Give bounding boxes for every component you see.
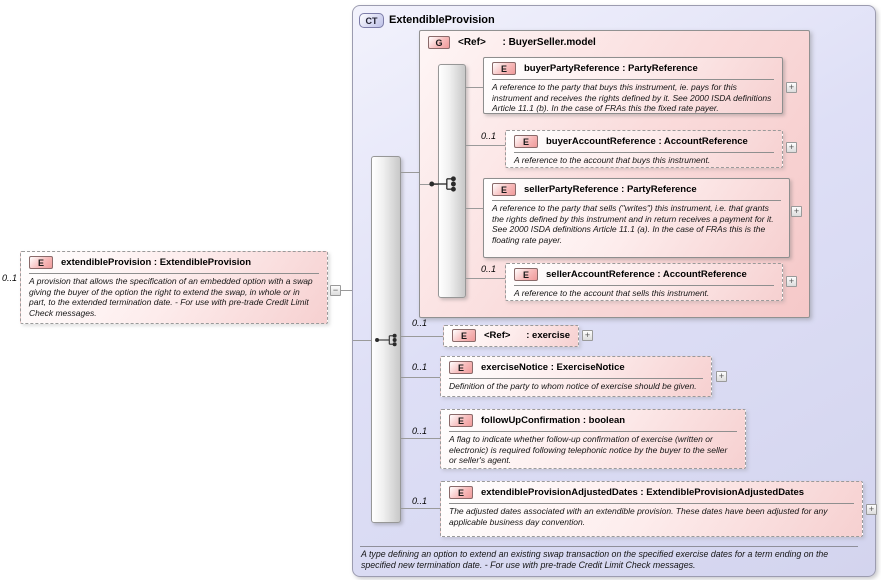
expand-button[interactable]: + [716,371,727,382]
element-badge-icon: E [492,183,516,196]
cardinality-followUpConfirmation: 0..1 [412,426,428,436]
element-badge-icon: E [449,414,473,427]
element-box-exercise[interactable] [443,325,579,347]
element-box-buyerPartyReference[interactable] [483,57,783,114]
element-header [444,326,578,344]
element-annotation: A reference to the party that buys this instrument, ie. pays for this instrument and receives the rights defined by it. See 2000 ISDA definitions Article 11.1 (b). In the case of FRAs this the fixed rate payer. [492,82,772,113]
expand-button[interactable]: + [786,276,797,287]
element-annotation: A flag to indicate whether follow-up confirmation of exercise (written or electronic) is required following telephonic notice by the buyer to the seller or seller's agent. [449,434,728,465]
element-badge-icon: E [29,256,53,269]
element-box-sellerAccountReference[interactable] [505,263,783,301]
element-annotation: A provision that allows the specification of an embedded option with a swap giving the buyer of the option the right to extend the swap, in whole or in part, to the extended termination date. - For use with pre-trade Credit Limit Check messages. [29,276,313,318]
element-header [484,179,789,198]
element-label: followUpConfirmation : boolean [481,415,626,426]
element-header [21,252,327,271]
element-header [441,410,745,429]
element-label: extendibleProvision : ExtendibleProvision [61,257,252,268]
element-label: buyerAccountReference : AccountReference [546,136,748,147]
element-annotation: The adjusted dates associated with an extendible provision. These dates have been adjusted for any applicable business day convention. [449,506,828,527]
element-annotation: A reference to the account that sells this instrument. [514,288,710,298]
cardinality-extendibleProvisionAdjustedDates: 0..1 [412,496,428,506]
element-label: sellerAccountReference : AccountReference [546,269,747,280]
element-box-followUpConfirmation[interactable] [440,409,746,469]
connector-line [401,377,440,378]
cardinality-sellerAccountReference: 0..1 [481,264,497,274]
group-label: <Ref> : BuyerSeller.model [458,37,596,48]
complextype-annotation: A type defining an option to extend an existing swap transaction on the specified exercise dates for a term ending on the specified new termination date. - For use with pre-trade Credit Limit Check messages. [361,549,829,570]
element-box-exerciseNotice[interactable] [440,356,712,397]
element-label: buyerPartyReference : PartyReference [524,63,698,74]
complextype-badge-icon: CT [359,13,384,28]
element-header [484,58,782,77]
element-header [506,264,782,283]
element-header [441,482,862,501]
connector-line [401,508,440,509]
cardinality-exerciseNotice: 0..1 [412,362,428,372]
element-annotation: A reference to the party that sells ("writes") this instrument, i.e. that grants the rights defined by this instrument and in return receives a payment for it. See 2000 ISDA definitions Article 11.1 (a). In the case of FRAs this is the floating rate payer. [492,203,774,245]
connector-line [353,340,373,341]
group-header [420,31,809,51]
element-badge-icon: E [514,135,538,148]
element-badge-icon: E [449,486,473,499]
element-badge-icon: E [514,268,538,281]
connector-line [466,145,505,146]
sequence-icon [374,331,400,349]
element-label: exerciseNotice : ExerciseNotice [481,362,625,373]
separator [360,546,858,547]
expand-button[interactable]: + [786,142,797,153]
element-box-sellerPartyReference[interactable] [483,178,790,258]
element-badge-icon: E [452,329,476,342]
element-box-extendibleProvisionAdjustedDates[interactable] [440,481,863,537]
complextype-title: ExtendibleProvision [389,14,495,26]
cardinality-exercise: 0..1 [412,318,428,328]
element-box-extendibleProvision[interactable] [20,251,328,324]
element-header [441,357,711,376]
element-label: extendibleProvisionAdjustedDates : ExtendibleProvisionAdjustedDates [481,487,805,498]
connector-line [401,172,419,173]
element-annotation: A reference to the account that buys this instrument. [514,155,711,165]
expand-button[interactable]: + [582,330,593,341]
element-annotation: Definition of the party to whom notice of exercise should be given. [449,381,697,391]
cardinality-buyerAccountReference: 0..1 [481,131,497,141]
connector-line [466,208,483,209]
element-label: sellerPartyReference : PartyReference [524,184,697,195]
element-header [506,131,782,150]
connector-line [401,438,440,439]
expand-button[interactable]: + [866,504,877,515]
element-label: <Ref> : exercise [484,330,571,341]
connector-line [466,87,483,88]
cardinality-extendibleProvision: 0..1 [2,273,18,283]
connector-line [466,278,505,279]
element-badge-icon: E [449,361,473,374]
element-box-buyerAccountReference[interactable] [505,130,783,168]
sequence-icon [428,175,460,193]
connector-line [401,336,443,337]
element-badge-icon: E [492,62,516,75]
expand-button[interactable]: + [786,82,797,93]
collapse-button[interactable]: − [330,285,341,296]
group-badge-icon: G [428,36,450,49]
expand-button[interactable]: + [791,206,802,217]
